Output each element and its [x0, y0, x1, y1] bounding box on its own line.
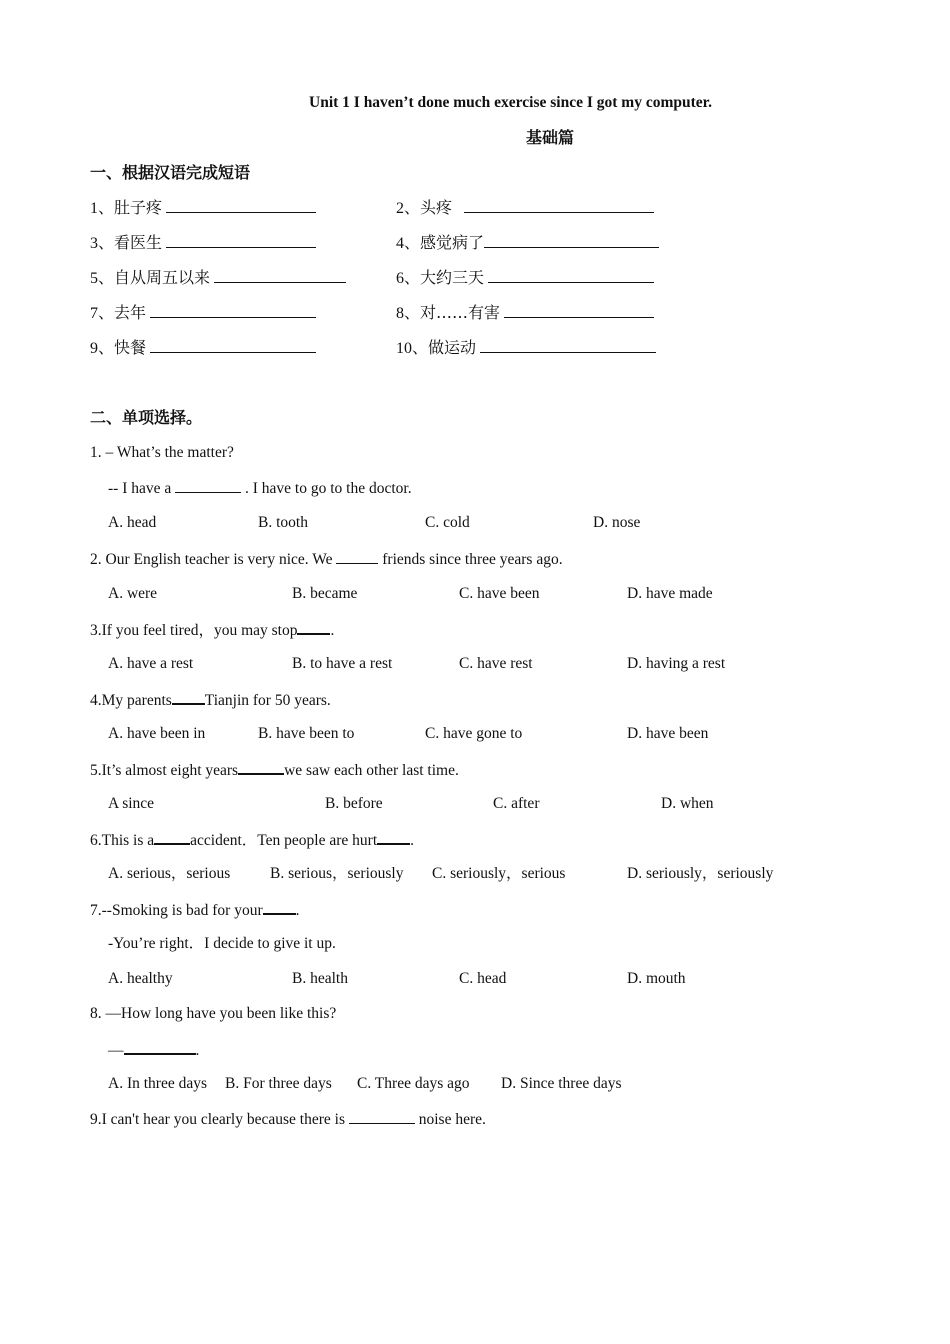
line-text: . [330, 622, 335, 639]
phrase-item [396, 268, 654, 289]
option-a[interactable]: A. head [108, 514, 157, 531]
option-a[interactable]: A. have a rest [108, 655, 194, 672]
phrase-text: 快餐 [114, 338, 147, 357]
option-d[interactable]: D. having a rest [627, 655, 726, 672]
phrase-text: 做运动 [428, 338, 477, 357]
phrase-number: 10、 [396, 340, 429, 357]
option-d[interactable]: D. have been [627, 725, 709, 742]
phrase-item [396, 303, 654, 324]
option-a[interactable]: A. have been in [108, 725, 206, 742]
option-a[interactable]: A. were [108, 585, 158, 602]
line-text: 3.If you feel tired，you may stop [90, 622, 298, 639]
section2-heading: 二、单项选择。 [90, 408, 203, 427]
question-7-line: -You’re right．I decide to give it up. [108, 935, 336, 952]
option-c[interactable]: C. have gone to [425, 725, 523, 742]
question-3-prompt [90, 619, 334, 641]
option-c[interactable]: C. have rest [459, 655, 533, 672]
question-6-prompt [90, 829, 414, 851]
answer-blank[interactable] [480, 338, 656, 353]
option-a[interactable]: A. healthy [108, 970, 173, 987]
answer-blank[interactable] [263, 899, 296, 915]
answer-blank[interactable] [484, 233, 659, 248]
question-9-prompt [90, 1109, 486, 1130]
option-d[interactable]: D. seriously，seriously [627, 865, 774, 882]
answer-blank[interactable] [150, 338, 316, 353]
answer-blank[interactable] [464, 198, 654, 213]
line-text: friends since three years ago. [378, 551, 563, 568]
phrase-number: 9、 [90, 340, 115, 357]
answer-blank[interactable] [488, 268, 654, 283]
option-b[interactable]: B. to have a rest [292, 655, 393, 672]
phrase-number: 4、 [396, 235, 421, 252]
line-text: noise here. [414, 1111, 486, 1128]
line-text: — [108, 1042, 124, 1059]
line-text: 4.My parents [90, 692, 172, 709]
phrase-number: 3、 [90, 235, 115, 252]
line-text: we saw each other last time. [284, 762, 459, 779]
question-4-prompt [90, 689, 331, 711]
phrase-number: 1、 [90, 200, 115, 217]
option-b[interactable]: B. became [292, 585, 358, 602]
phrase-item [396, 338, 656, 359]
phrase-text: 大约三天 [420, 268, 485, 287]
line-text: 2. Our English teacher is very nice. We [90, 551, 337, 568]
option-c[interactable]: C. seriously，serious [432, 865, 566, 882]
answer-blank[interactable] [377, 829, 410, 845]
answer-blank[interactable] [150, 303, 316, 318]
answer-blank[interactable] [166, 233, 316, 248]
question-1-line [108, 478, 412, 499]
phrase-number: 8、 [396, 305, 421, 322]
option-c[interactable]: C. have been [459, 585, 540, 602]
option-b[interactable]: B. serious，seriously [270, 865, 404, 882]
answer-blank[interactable] [154, 829, 190, 845]
option-c[interactable]: C. Three days ago [357, 1075, 470, 1092]
option-b[interactable]: B. before [325, 795, 383, 812]
answer-blank[interactable] [166, 198, 316, 213]
phrase-text: 对……有害 [420, 303, 501, 322]
answer-blank[interactable] [297, 619, 330, 635]
option-c[interactable]: C. head [459, 970, 507, 987]
line-text: . [295, 902, 300, 919]
phrase-item [396, 198, 654, 219]
option-d[interactable]: D. nose [593, 514, 641, 531]
phrase-number: 7、 [90, 305, 115, 322]
phrase-item [90, 303, 316, 324]
option-d[interactable]: D. Since three days [501, 1075, 622, 1092]
phrase-number: 2、 [396, 200, 421, 217]
line-text: 5.It’s almost eight years [90, 762, 239, 779]
line-text: 6.This is a [90, 832, 155, 849]
phrase-text: 感觉病了 [420, 233, 485, 252]
line-text: Tianjin for 50 years. [204, 692, 331, 709]
line-text: . [410, 832, 415, 849]
option-b[interactable]: B. have been to [258, 725, 355, 742]
question-8-prompt: 8. —How long have you been like this? [90, 1005, 337, 1022]
question-5-prompt [90, 759, 459, 781]
line-text: -- I have a [108, 480, 176, 497]
phrase-text: 头疼 [420, 198, 453, 217]
question-2-prompt [90, 549, 563, 570]
subtitle: 基础篇 [526, 128, 575, 147]
answer-blank[interactable] [349, 1109, 415, 1124]
option-a[interactable]: A. In three days [108, 1075, 207, 1092]
option-a[interactable]: A since [108, 795, 155, 812]
option-b[interactable]: B. health [292, 970, 348, 987]
answer-blank[interactable] [238, 759, 284, 775]
line-text: . [195, 1042, 200, 1059]
option-c[interactable]: C. after [493, 795, 540, 812]
line-text: 9.I can't hear you clearly because there is [90, 1111, 349, 1128]
answer-blank[interactable] [172, 689, 205, 705]
answer-blank[interactable] [336, 549, 378, 564]
phrase-text: 自从周五以来 [114, 268, 211, 287]
line-text: . I have to go to the doctor. [241, 480, 412, 497]
line-text: accident．Ten people are hurt [190, 832, 378, 849]
answer-blank[interactable] [504, 303, 654, 318]
option-b[interactable]: B. For three days [225, 1075, 332, 1092]
phrase-text: 看医生 [114, 233, 163, 252]
phrase-text: 肚子疼 [114, 198, 163, 217]
phrase-text: 去年 [114, 303, 147, 322]
question-1-prompt: 1. – What’s the matter? [90, 444, 234, 461]
page-title: Unit 1 I haven’t done much exercise since I got my computer. [309, 94, 712, 111]
phrase-item [90, 233, 316, 254]
phrase-item [90, 268, 346, 289]
answer-blank[interactable] [214, 268, 346, 283]
question-8-line [108, 1039, 199, 1061]
phrase-number: 5、 [90, 270, 115, 287]
phrase-number: 6、 [396, 270, 421, 287]
option-d[interactable]: D. have made [627, 585, 713, 602]
answer-blank[interactable] [175, 478, 241, 493]
option-c[interactable]: C. cold [425, 514, 470, 531]
phrase-item [396, 233, 659, 254]
question-7-prompt [90, 899, 300, 921]
line-text: 7.--Smoking is bad for your [90, 902, 263, 919]
phrase-item [90, 338, 316, 359]
section1-heading: 一、根据汉语完成短语 [90, 163, 251, 182]
option-d[interactable]: D. mouth [627, 970, 686, 987]
phrase-item [90, 198, 316, 219]
option-b[interactable]: B. tooth [258, 514, 308, 531]
option-a[interactable]: A. serious，serious [108, 865, 231, 882]
answer-blank[interactable] [124, 1039, 196, 1055]
option-d[interactable]: D. when [661, 795, 714, 812]
